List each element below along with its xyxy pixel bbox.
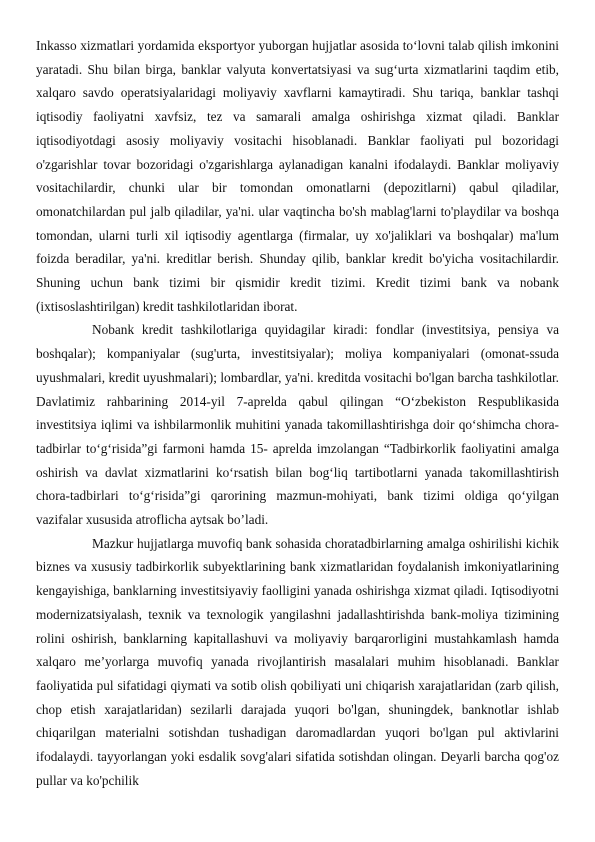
paragraph-inkasso: Inkasso xizmatlari yordamida eksportyor yuborgan hujjatlar asosida to‘lovni talab qilish imkonini yaratadi. Shu bilan birga, banklar valyuta konvertatsiyasi va sug‘urta xizmatlarini taqdim etib, xalqaro savdo operatsiyalaridagi moliyaviy xavflarni kamaytiradi. Shu tariqa, banklar tashqi iqtisodiy faoliyatni xavfsiz, tez va samarali amalga oshirishga xizmat qiladi. Banklar iqtisodiyotdagi asosiy moliyaviy vositachi hisoblanadi. Banklar faoliyati pul bozoridagi o'zgarishlar tovar bozoridagi o'zgarishlarga aylanadigan kanalni ifodalaydi. Banklar moliyaviy vositachilardir, chunki ular bir tomondan omonatlarni (depozitlarni) qabul qiladilar, omonatchilardan pul jalb qiladilar, ya'ni. ular vaqtincha bo'sh mablag'larni to'playdilar va boshqa tomondan, ularni turli xil iqtisodiy agentlarga (firmalar, uy xo'jaliklari va boshqalar) ma'lum foizda beradilar, ya'ni. kreditlar berish. Shunday qilib, banklar kredit bo'yicha vositachilardir. Shuning uchun bank tizimi bir qismidir kredit tizimi. Kredit tizimi bank va nobank (ixtisoslashtirilgan) kredit tashkilotlaridan iborat.: [36, 38, 559, 314]
paragraph-mazkur: Mazkur hujjatlarga muvofiq bank sohasida choratadbirlarning amalga oshirilishi kichik biznes va xususiy tadbirkorlik subyektlarining bank xizmatlaridan foydalanish imkoniyatlarining kengayishiga, banklarning investitsiyaviy faolligini yanada oshirishga xizmat qiladi. Iqtisodiyotni modernizatsiyalash, texnik va texnologik yangilashni jadallashtirishda bank-moliya tizimining rolini oshirish, banklarning kapitallashuvi va moliyaviy barqarorligini mustahkamlash hamda xalqaro me’yorlarga muvofiq yanada rivojlantirish masalalari muhim hisoblanadi. Banklar faoliyatida pul sifatidagi qiymati va sotib olish qobiliyati uni chiqarish xarajatlaridan (zarb qilish, chop etish xarajatlaridan) sezilarli darajada yuqori bo'lgan, shuningdek, banknotlar ishlab chiqarilgan materialni sotishdan tushadigan daromadlardan yuqori bo'lgan pul aktivlarini ifodalaydi. tayyorlangan yoki esdalik sovg'alari sifatida sotishdan olingan. Deyarli barcha qog'oz pullar va ko'pchilik: [36, 535, 559, 788]
paragraph-nobank: Nobank kredit tashkilotlariga quyidagilar kiradi: fondlar (investitsiya, pensiya va boshqalar); kompaniyalar (sug'urta, investitsiyalar); moliya kompaniyalari (omonat-ssuda uyushmalari, kredit uyushmalari); lombardlar, ya'ni. kreditda vositachi bo'lgan barcha tashkilotlar. Davlatimiz rahbarining 2014-yil 7-aprelda qabul qilingan “O‘zbekiston Respublikasida investitsiya iqlimi va ishbilarmonlik muhitini yanada takomillashtirishga doir qo‘shimcha chora-tadbirlar to‘g‘risida”gi farmoni hamda 15- aprelda imzolangan “Tadbirkorlik faoliyatini amalga oshirish va davlat xizmatlarini ko‘rsatish bilan bog‘liq tartibotlarni yanada takomillashtirish chora-tadbirlari to‘g‘risida”gi qarorining mazmun-mohiyati, bank tizimi oldiga qo‘yilgan vazifalar xususida atroflicha aytsak bo’ladi.: [36, 322, 559, 528]
document-page: [36, 34, 559, 793]
